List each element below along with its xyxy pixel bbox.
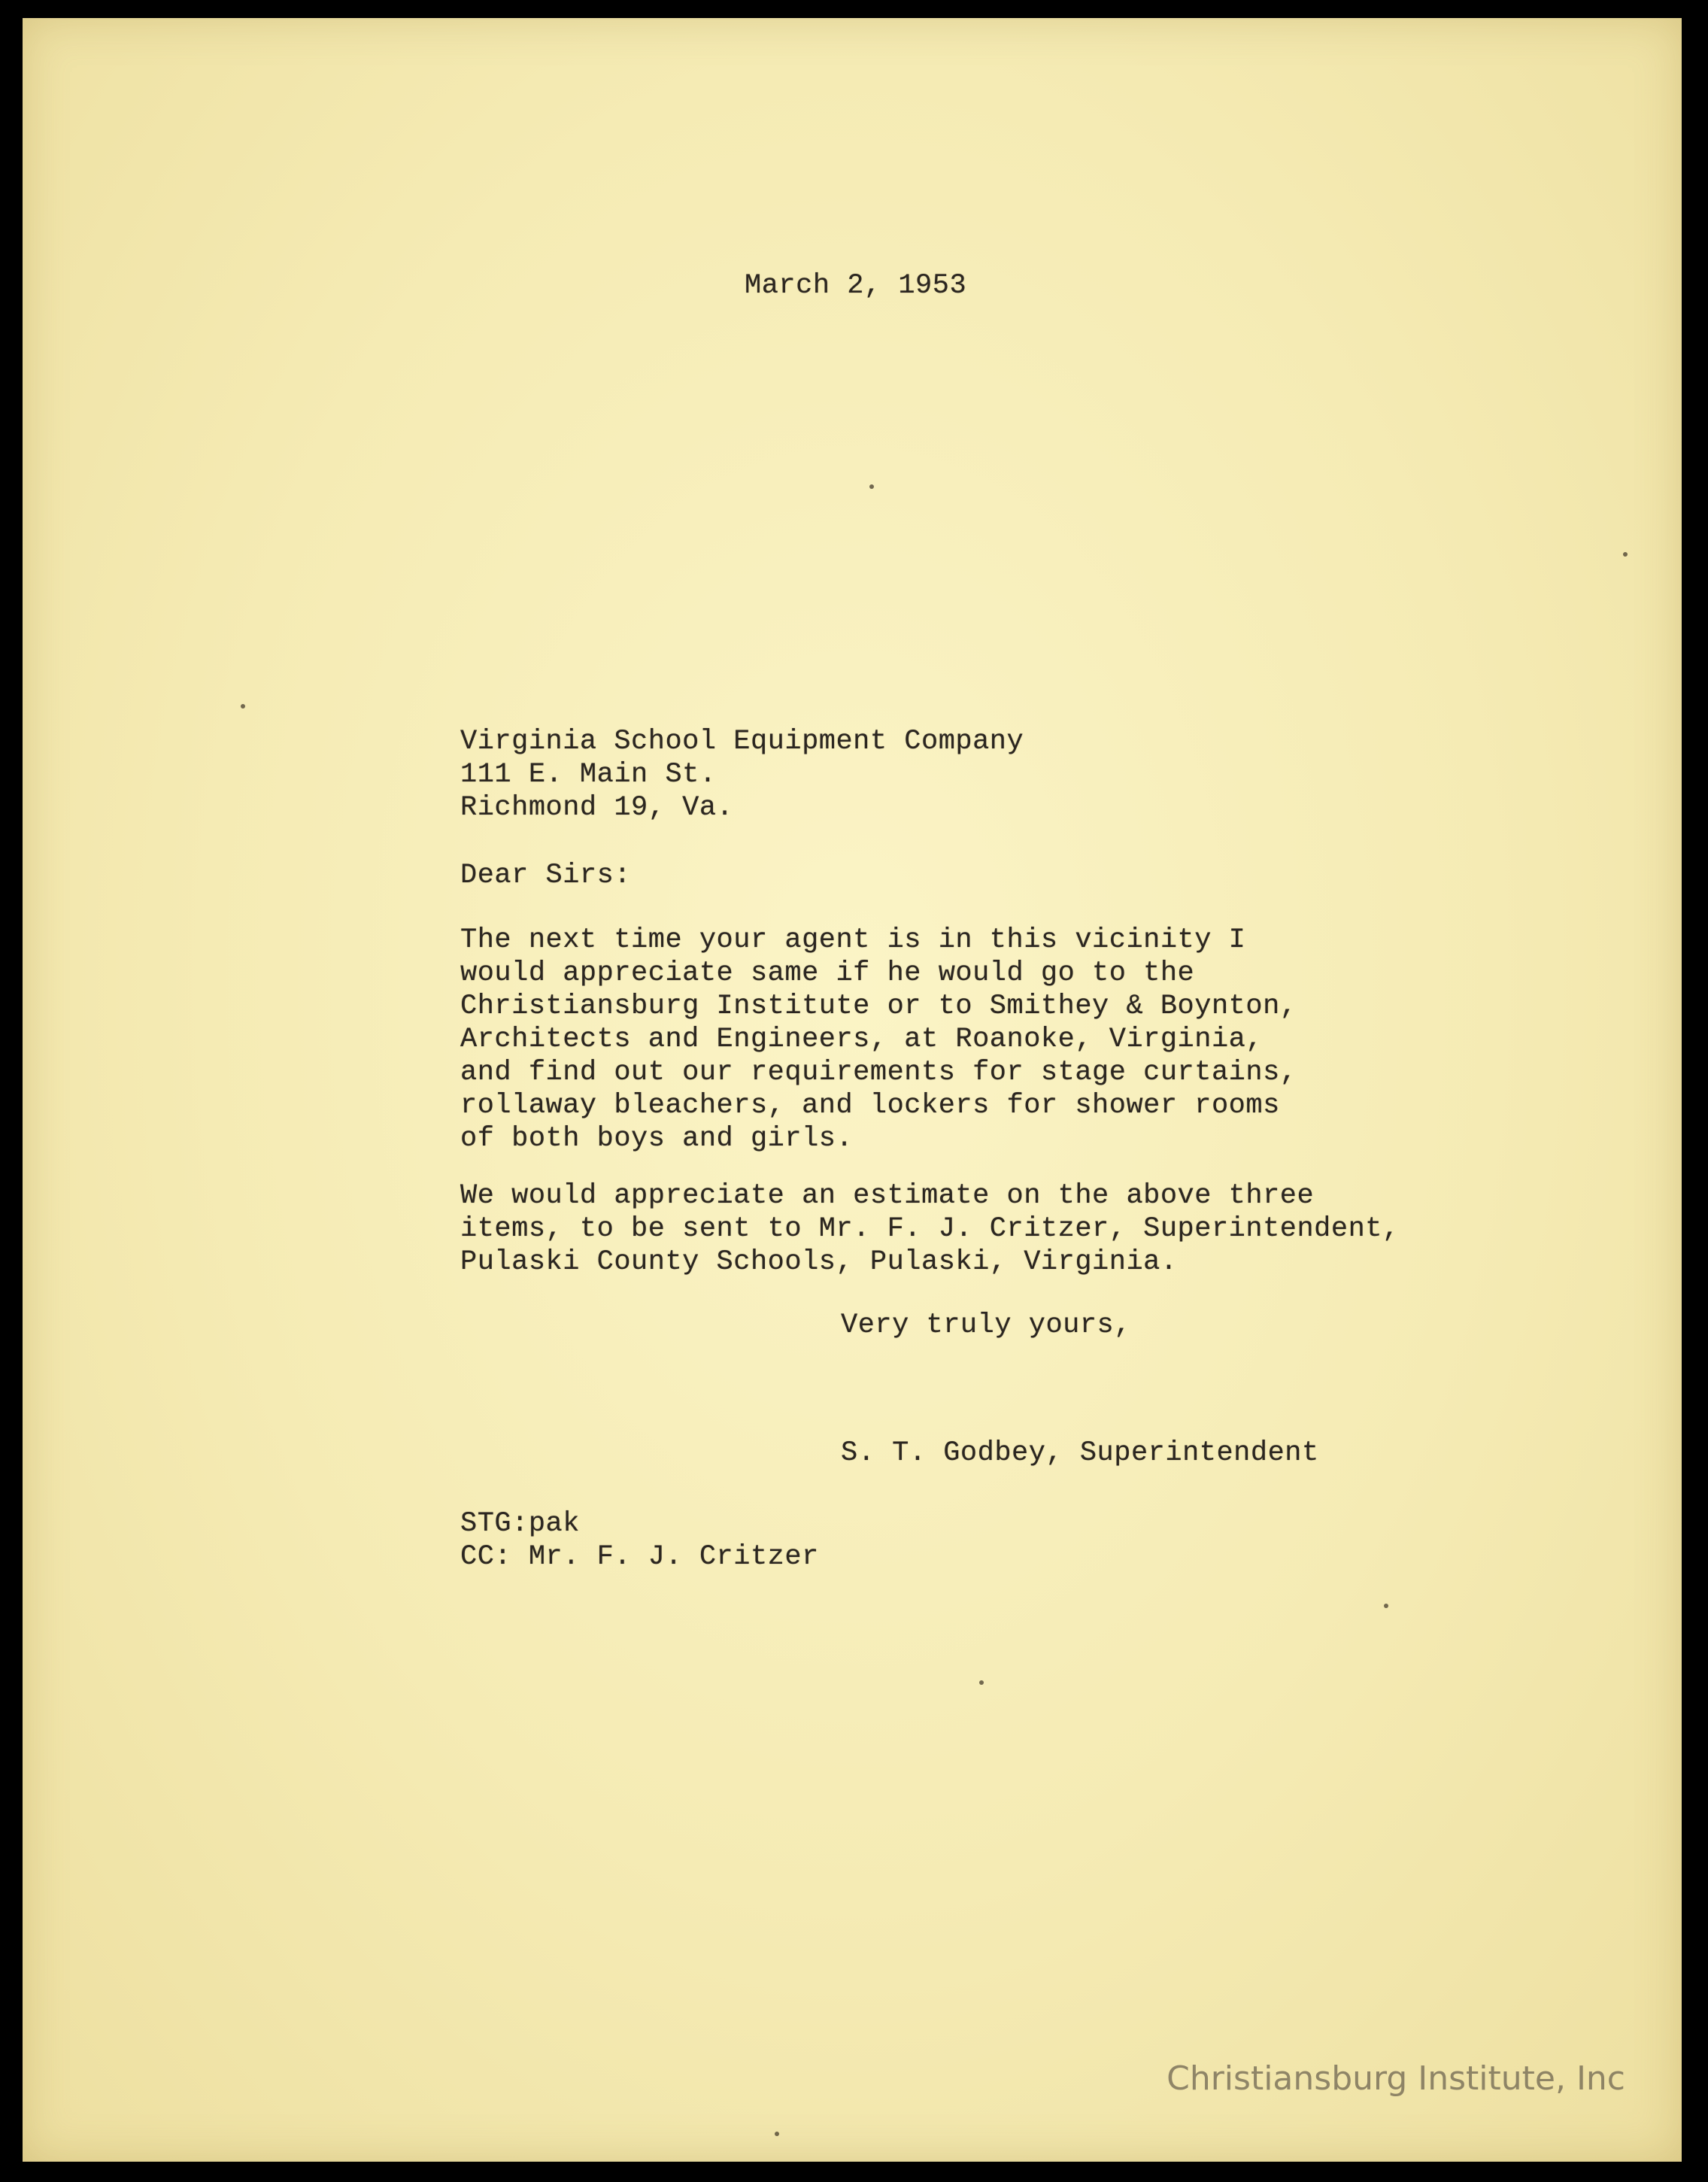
reference-initials: STG:pak: [460, 1508, 580, 1540]
paragraph-line: rollaway bleachers, and lockers for shower rooms: [460, 1090, 1280, 1121]
paper-speck: [869, 484, 874, 489]
paragraph-line: We would appreciate an estimate on the above three: [460, 1180, 1315, 1212]
paragraph-line: would appreciate same if he would go to the: [460, 957, 1195, 989]
paragraph-line: and find out our requirements for stage curtains,: [460, 1057, 1297, 1088]
recipient-address: [460, 725, 1024, 824]
recipient-line: 111 E. Main St.: [460, 759, 717, 791]
signature-line: S. T. Godbey, Superintendent: [841, 1437, 1319, 1469]
salutation: Dear Sirs:: [460, 860, 632, 891]
archive-watermark: Christiansburg Institute, Inc: [1166, 2059, 1625, 2098]
paper-speck: [1384, 1604, 1388, 1608]
recipient-line: Virginia School Equipment Company: [460, 726, 1024, 757]
paper-speck: [1623, 552, 1628, 557]
carbon-copy: CC: Mr. F. J. Critzer: [460, 1541, 819, 1573]
paragraph-line: items, to be sent to Mr. F. J. Critzer, Superintendent,: [460, 1213, 1400, 1245]
paper-speck: [979, 1680, 984, 1685]
paragraph-line: Pulaski County Schools, Pulaski, Virginia.: [460, 1246, 1178, 1278]
paragraph-line: Architects and Engineers, at Roanoke, Virginia,: [460, 1024, 1264, 1055]
letter-page: [23, 18, 1682, 2162]
reference-block: [460, 1507, 819, 1574]
letter-date: March 2, 1953: [745, 270, 967, 302]
recipient-line: Richmond 19, Va.: [460, 792, 734, 824]
body-paragraph-2: [460, 1179, 1400, 1279]
paragraph-line: The next time your agent is in this vicinity I: [460, 924, 1246, 956]
paragraph-line: Christiansburg Institute or to Smithey & Boynton,: [460, 991, 1297, 1022]
body-paragraph-1: [460, 924, 1297, 1155]
paper-speck: [775, 2132, 779, 2136]
closing: Very truly yours,: [841, 1310, 1131, 1341]
paragraph-line: of both boys and girls.: [460, 1123, 854, 1155]
paper-speck: [241, 704, 245, 709]
